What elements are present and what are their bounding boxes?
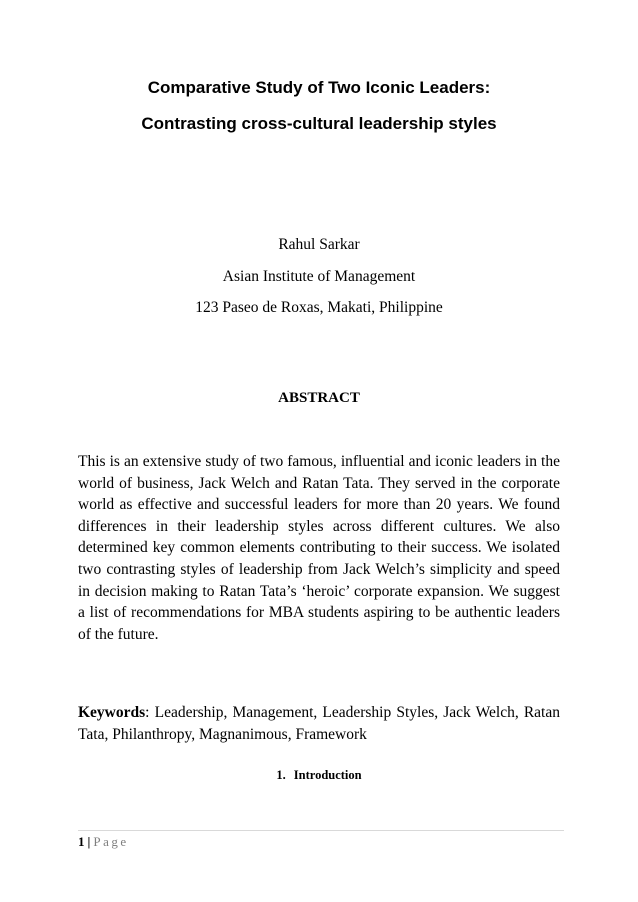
- page-number: 1: [78, 834, 85, 849]
- page-footer: [78, 834, 129, 850]
- author-name: Rahul Sarkar: [278, 236, 360, 253]
- abstract-heading: ABSTRACT: [278, 390, 360, 406]
- section-number: 1.: [276, 768, 286, 782]
- author-address: 123 Paseo de Roxas, Makati, Philippine: [195, 299, 443, 316]
- keywords-paragraph: [78, 702, 560, 745]
- title-line-2: Contrasting cross-cultural leadership styles: [141, 114, 497, 133]
- abstract-body: This is an extensive study of two famous, influential and iconic leaders in the world of business, Jack Welch and Ratan Tata. They served in the corporate world as effective and successful leaders for more than 20 years. We found differences in their leadership styles across different cultures. We also determined key common elements contributing to their success. We isolated two contrasting styles of leadership from Jack Welch’s simplicity and speed in decision making to Ratan Tata’s ‘heroic’ corporate expansion. We suggest a list of recommendations for MBA students aspiring to be authentic leaders of the future.: [78, 453, 560, 643]
- footer-divider: [78, 830, 564, 831]
- keywords-label: Keywords: [78, 704, 146, 721]
- section-title: Introduction: [293, 768, 362, 782]
- section-heading-introduction: [0, 767, 638, 783]
- page-label: Page: [93, 834, 129, 849]
- title-line-1: Comparative Study of Two Iconic Leaders:: [147, 78, 491, 97]
- keywords-text: : Leadership, Management, Leadership Styles, Jack Welch, Ratan Tata, Philanthropy, Magnanimous, Framework: [78, 704, 560, 743]
- footer-separator: |: [87, 834, 91, 849]
- author-institution: Asian Institute of Management: [222, 268, 416, 285]
